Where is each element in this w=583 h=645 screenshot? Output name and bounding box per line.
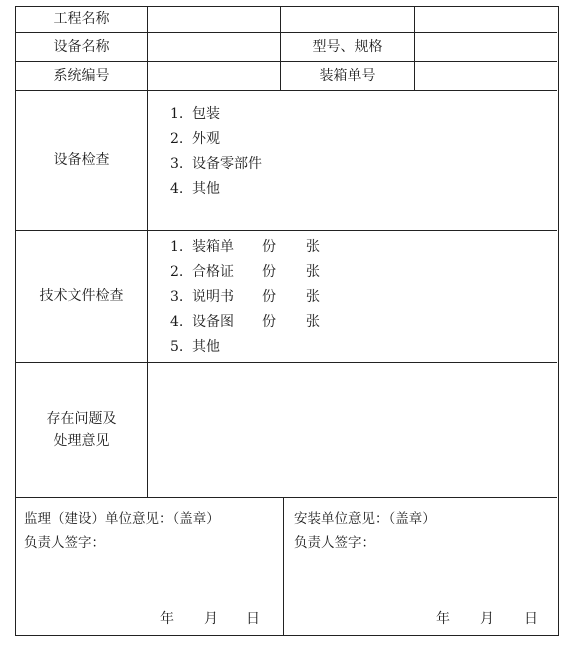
equipment-check-label: 设备检查 — [53, 152, 110, 169]
project-name-value — [148, 7, 280, 32]
col-divider-label — [147, 7, 148, 497]
divider-issues — [16, 497, 557, 498]
supervision-opinion: 监理（建设）单位意见：（盖章） — [24, 511, 220, 527]
list-item: 4. 其他 — [170, 181, 220, 197]
list-item: 3. 设备零部件 — [170, 156, 262, 172]
model-spec-label: 型号、规格 — [312, 38, 383, 55]
list-item: 3. 说明书 份 张 — [170, 289, 320, 305]
installation-date: 年 月 日 — [436, 611, 538, 627]
installation-signature — [294, 507, 436, 555]
packing-number-label: 装箱单号 — [319, 67, 376, 84]
acceptance-form — [15, 6, 559, 636]
list-item: 1. 装箱单 份 张 — [170, 239, 320, 255]
list-item: 2. 合格证 份 张 — [170, 264, 320, 280]
doc-check-list — [170, 235, 320, 360]
equipment-check-list — [170, 102, 262, 202]
doc-check-label: 技术文件检查 — [39, 288, 124, 305]
list-item: 4. 设备图 份 张 — [170, 314, 320, 330]
list-item: 5. 其他 — [170, 339, 220, 355]
system-number-label: 系统编号 — [53, 67, 110, 84]
list-item: 2. 外观 — [170, 131, 220, 147]
project-name-label: 工程名称 — [53, 11, 110, 28]
supervision-date: 年 月 日 — [160, 611, 260, 627]
col-divider-right — [414, 7, 415, 90]
installation-signer: 负责人签字： — [294, 535, 375, 551]
issues-label: 存在问题及 处理意见 — [46, 410, 117, 449]
supervision-signature — [24, 507, 220, 555]
installation-opinion: 安装单位意见：（盖章） — [294, 511, 436, 527]
equipment-name-label: 设备名称 — [53, 38, 110, 55]
list-item: 1. 包装 — [170, 106, 220, 122]
col-divider-sign — [283, 497, 284, 635]
supervision-signer: 负责人签字： — [24, 535, 105, 551]
